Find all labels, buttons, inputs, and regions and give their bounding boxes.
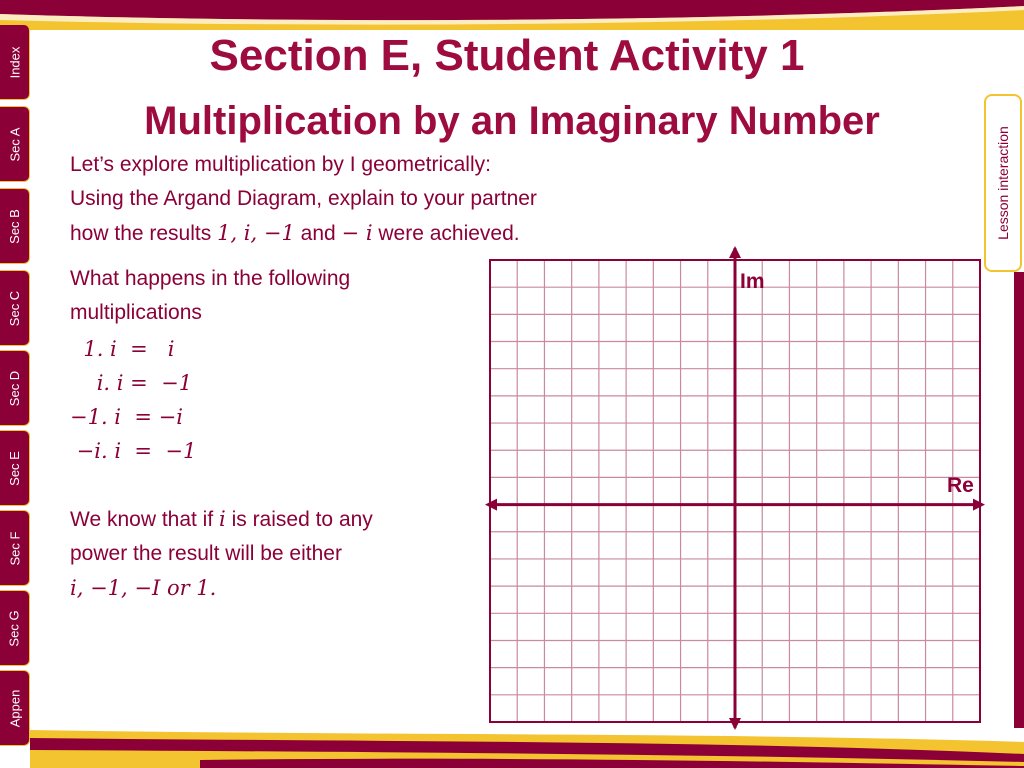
intro-math-results: 1, 𝑖, −1	[217, 221, 295, 245]
nav-tab-label: Sec C	[7, 290, 22, 326]
question-line-1: What happens in the following	[70, 267, 351, 290]
real-axis-label: Re	[947, 474, 974, 497]
conclusion-line-3: 𝑖, −1, −𝐼 𝑜𝑟 1.	[70, 576, 217, 600]
intro-text: and	[294, 222, 342, 245]
nav-tab-sec-f[interactable]	[0, 510, 30, 586]
page-title: Section E, Student Activity 1	[209, 31, 805, 80]
conclusion-line-2: power the result will be either	[70, 542, 342, 565]
intro-text: were achieved.	[372, 222, 520, 245]
nav-tab-label: Sec B	[7, 208, 22, 244]
nav-tab-label: Sec D	[7, 370, 22, 406]
nav-tab-label: Appen	[7, 689, 22, 727]
conclusion-math-i: 𝑖	[219, 507, 226, 531]
imaginary-axis-arrow-up	[729, 246, 741, 258]
nav-tab-label: Sec G	[7, 609, 22, 647]
conclusion-text: is raised to any	[225, 508, 373, 531]
conclusion-text: We know that if	[70, 508, 220, 531]
lesson-interaction-label: Lesson interaction	[995, 126, 1012, 240]
top-banner	[0, 0, 1024, 30]
nav-tab-label: Sec A	[7, 127, 22, 161]
conclusion-line-1	[70, 502, 470, 537]
intro-line-2: Using the Argand Diagram, explain to your partner	[70, 187, 537, 210]
nav-tab-sec-c[interactable]	[0, 270, 30, 346]
conclusion-paragraph	[70, 502, 470, 605]
intro-paragraph	[70, 148, 710, 251]
intro-line-1: Let’s explore multiplication by I geometrically:	[70, 153, 491, 176]
intro-math-neg-i: − 𝑖	[341, 221, 373, 245]
argand-diagram	[485, 246, 985, 730]
equation-row: −1. 𝑖 = −𝑖	[70, 405, 183, 429]
equation-row: −𝑖. 𝑖 = −1	[70, 439, 197, 463]
nav-tab-sec-e[interactable]	[0, 430, 30, 506]
imaginary-axis-arrow-down	[729, 718, 741, 730]
equation-row: 𝑖. 𝑖 = −1	[70, 371, 193, 395]
question-line-2: multiplications	[70, 301, 202, 324]
page-subtitle: Multiplication by an Imaginary Number	[144, 99, 880, 143]
intro-text: how the results	[70, 222, 218, 245]
nav-tab-sec-a[interactable]	[0, 106, 30, 182]
argand-grid	[485, 246, 985, 730]
nav-tab-label: Index	[7, 46, 22, 78]
nav-tab-appendix[interactable]	[0, 670, 30, 746]
equation-list	[70, 332, 196, 468]
right-accent-strip	[1014, 272, 1024, 728]
nav-tab-index[interactable]	[0, 24, 30, 100]
bottom-banner	[0, 728, 1024, 768]
equation-row: 1. 𝑖 = 𝑖	[70, 337, 175, 361]
nav-tab-sec-g[interactable]	[0, 590, 30, 666]
nav-tab-sec-d[interactable]	[0, 350, 30, 426]
nav-tab-label: Sec E	[7, 450, 22, 486]
question-paragraph	[70, 262, 480, 330]
lesson-interaction-tab[interactable]	[984, 94, 1022, 272]
nav-tab-sec-b[interactable]	[0, 188, 30, 264]
imaginary-axis-label: Im	[740, 270, 765, 293]
nav-tab-label: Sec F	[7, 531, 22, 565]
